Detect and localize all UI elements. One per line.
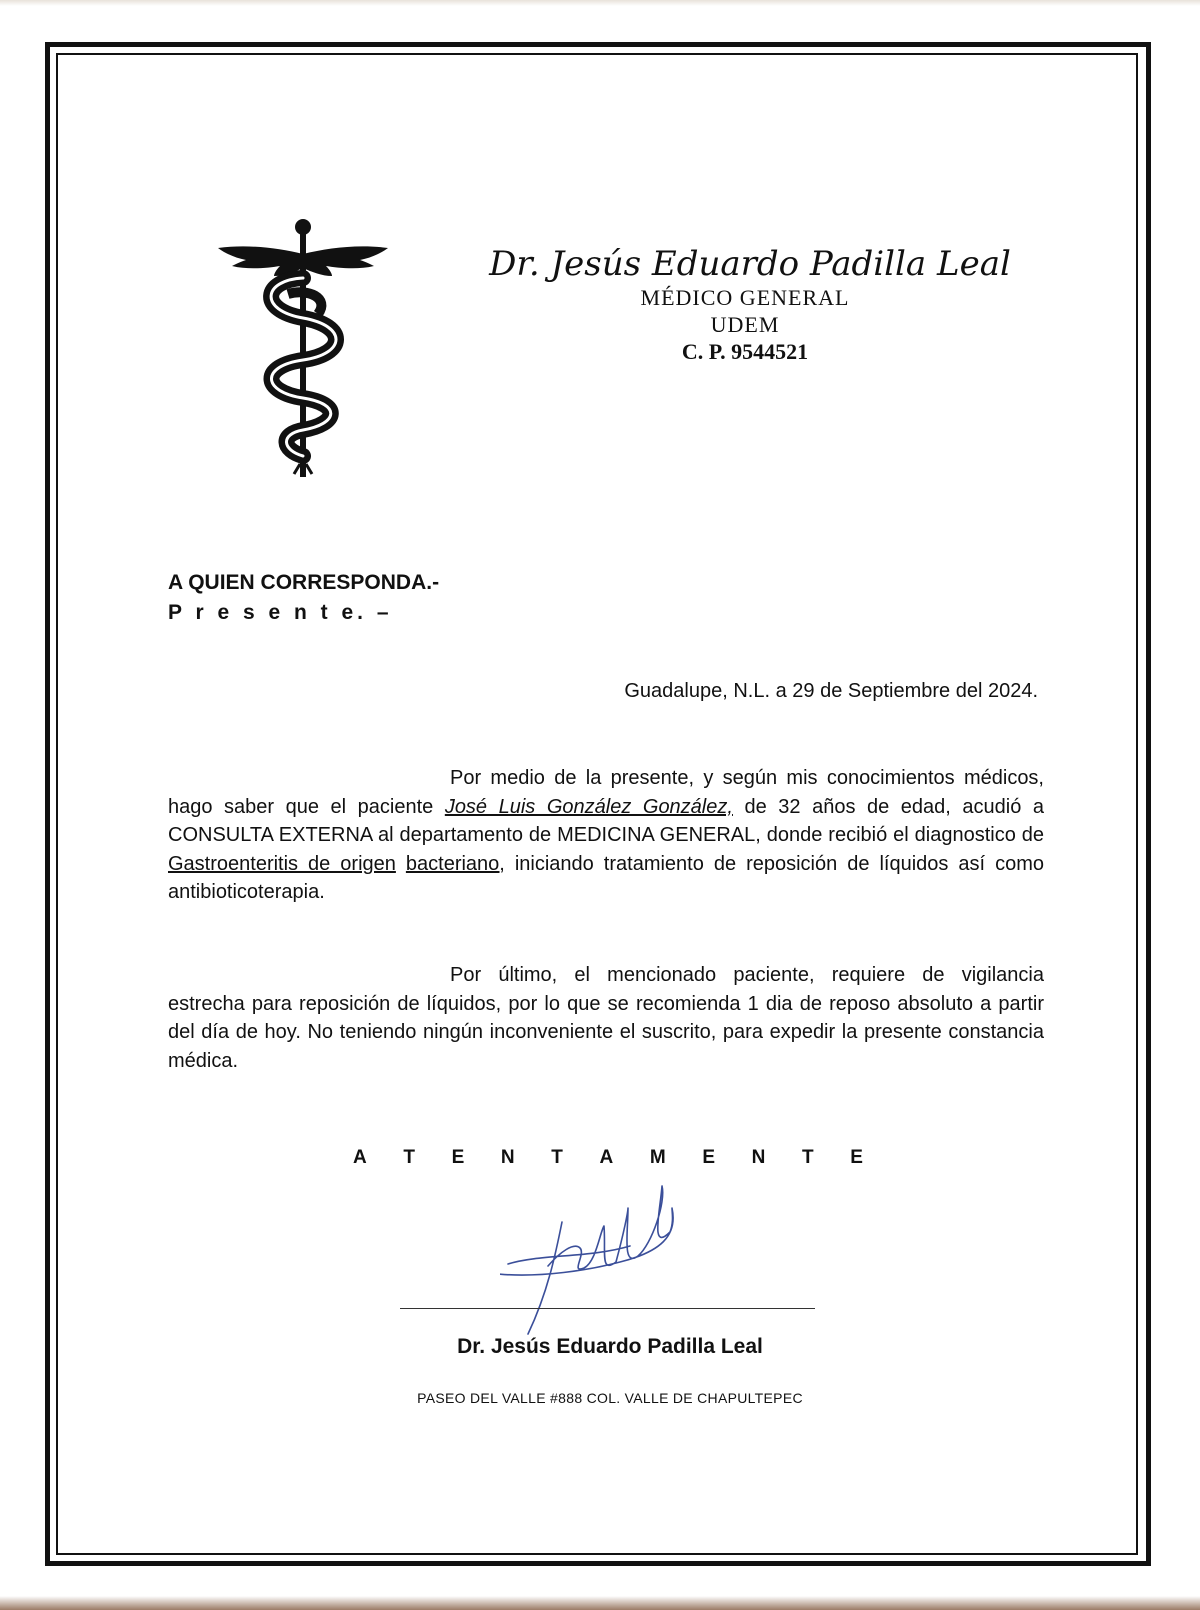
scan-edge-bottom [0, 1596, 1200, 1610]
diagnosis-space [396, 853, 406, 875]
closing-letter: A [599, 1147, 614, 1168]
closing-letter: A [353, 1147, 367, 1168]
signature-line [400, 1308, 815, 1309]
license-label: C. P. [681, 339, 726, 364]
signer-name: Dr. Jesús Eduardo Padilla Leal [457, 1335, 763, 1358]
closing-letter: N [500, 1147, 515, 1168]
salutation-line: A QUIEN CORRESPONDA.- [168, 571, 440, 594]
diagnosis-continued: bacteriano, [405, 852, 505, 875]
body-paragraph-1 [168, 764, 1044, 907]
paragraph-middle: de 32 años de edad, acudió a CONSULTA EXTERNA al departamento de MEDICINA GENERAL, donde recibió el diagnostico de [168, 795, 1044, 846]
salutation [168, 568, 439, 628]
letterhead [470, 244, 1030, 365]
patient-name: José Luis González González, [444, 795, 733, 818]
paragraph-end: iniciando tratamiento de reposición de líquidos así como antibioticoterapia. [168, 852, 1044, 903]
license-number: 9544521 [731, 339, 809, 364]
closing-letter: E [850, 1147, 863, 1168]
body-paragraph-2: Por último, el mencionado paciente, requiere de vigilancia estrecha para reposición de líquidos, por lo que se recomienda 1 dia de reposo absoluto a partir del día de hoy. No teniendo ningún inconveniente el suscrito, para expedir la presente constancia médica. [168, 964, 1044, 1072]
closing-letter: N [751, 1147, 766, 1168]
address: PASEO DEL VALLE #888 COL. VALLE DE CHAPULTEPEC [417, 1390, 803, 1406]
diagnosis: Gastroenteritis de origen [168, 852, 396, 875]
presente-line: P r e s e n t e. – [168, 601, 393, 624]
closing-letter: T [801, 1147, 814, 1168]
closing-letter: T [403, 1147, 415, 1168]
closing-letter: E [451, 1147, 465, 1168]
professional-license [460, 338, 1030, 365]
date-line: Guadalupe, N.L. a 29 de Septiembre del 2024. [624, 680, 1038, 702]
specialty: MÉDICO GENERAL [640, 285, 850, 310]
handwritten-signature [500, 1182, 700, 1342]
closing-atentamente [353, 1147, 863, 1169]
closing-letter: E [702, 1147, 715, 1168]
closing-letter: T [551, 1147, 563, 1168]
doctor-name: Dr. Jesús Eduardo Padilla Leal [489, 244, 1011, 284]
paragraph-intro: Por medio de la presente, y según mis conocimientos médicos, hago saber que el paciente [168, 767, 1044, 818]
closing-letter: M [649, 1147, 666, 1168]
caduceus-icon [218, 218, 388, 480]
university: UDEM [710, 312, 780, 337]
scan-edge-top [0, 0, 1200, 6]
